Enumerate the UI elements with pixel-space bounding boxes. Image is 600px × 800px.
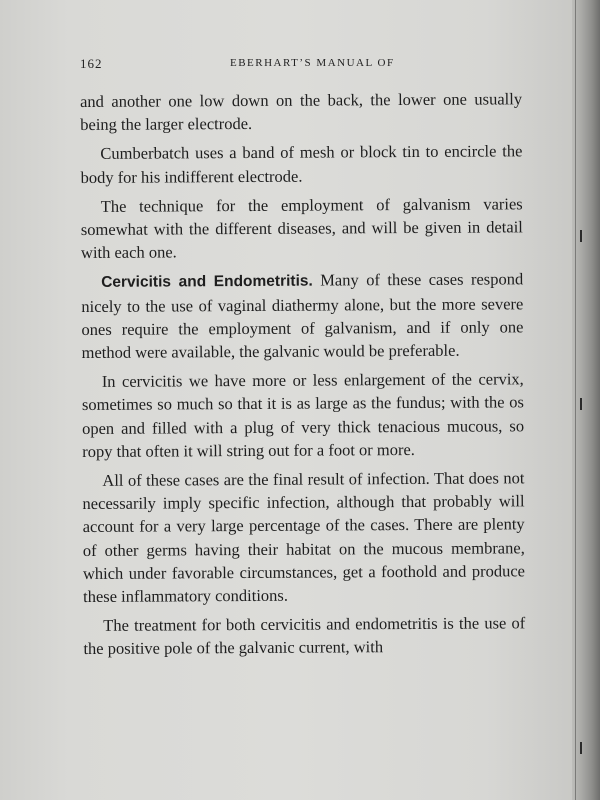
section-heading: Cervicitis and Endometritis. <box>101 273 313 292</box>
page-edge-mark <box>580 742 582 754</box>
paragraph-cervicitis: In cervicitis we have more or less enlargement of the cervix, sometimes so much so that it is as large as the fundus; with the os open and filled with a plug of very thick tenacious mucous, so ropy that often it will string out for a foot or more. <box>81 369 525 461</box>
paragraph-cumberbatch: Cumberbatch uses a band of mesh or block tin to encircle the body for his indifferent electrode. <box>80 141 523 187</box>
section-paragraph-text: Many of these cases respond nicely to the use of vaginal diathermy alone, but the more severe ones require the employment of galvanism, and if only one method were available, the galvanic would be preferable. <box>81 269 524 363</box>
page-edge-line <box>575 0 576 800</box>
page-edge-shadow <box>572 0 600 800</box>
page-edge-mark <box>580 230 582 242</box>
body-text <box>80 87 526 666</box>
running-head: EBERHART’S MANUAL OF <box>230 57 395 69</box>
paragraph-treatment: The treatment for both cervicitis and endometritis is the use of the positive pole of the galvanic current, with <box>83 613 526 659</box>
paragraph-infection: All of these cases are the final result of infection. That does not necessarily imply specific infection, although that probably will account for a very large percentage of the cases. There are plenty of other germs having their habitat on the mucous membrane, which under favorable circumstances, get a foothold and produce these inflammatory conditions. <box>82 468 526 607</box>
page-edge-mark <box>580 398 582 410</box>
page-header <box>80 56 520 76</box>
paragraph-continued: and another one low down on the back, the lower one usually being the larger electrode. <box>80 89 523 135</box>
page-number: 162 <box>80 56 103 71</box>
paragraph-technique: The technique for the employment of galvanism varies somewhat with the different diseases, and will be given in detail with each one. <box>80 194 523 263</box>
paragraph-cervicitis-endometritis <box>81 268 524 365</box>
